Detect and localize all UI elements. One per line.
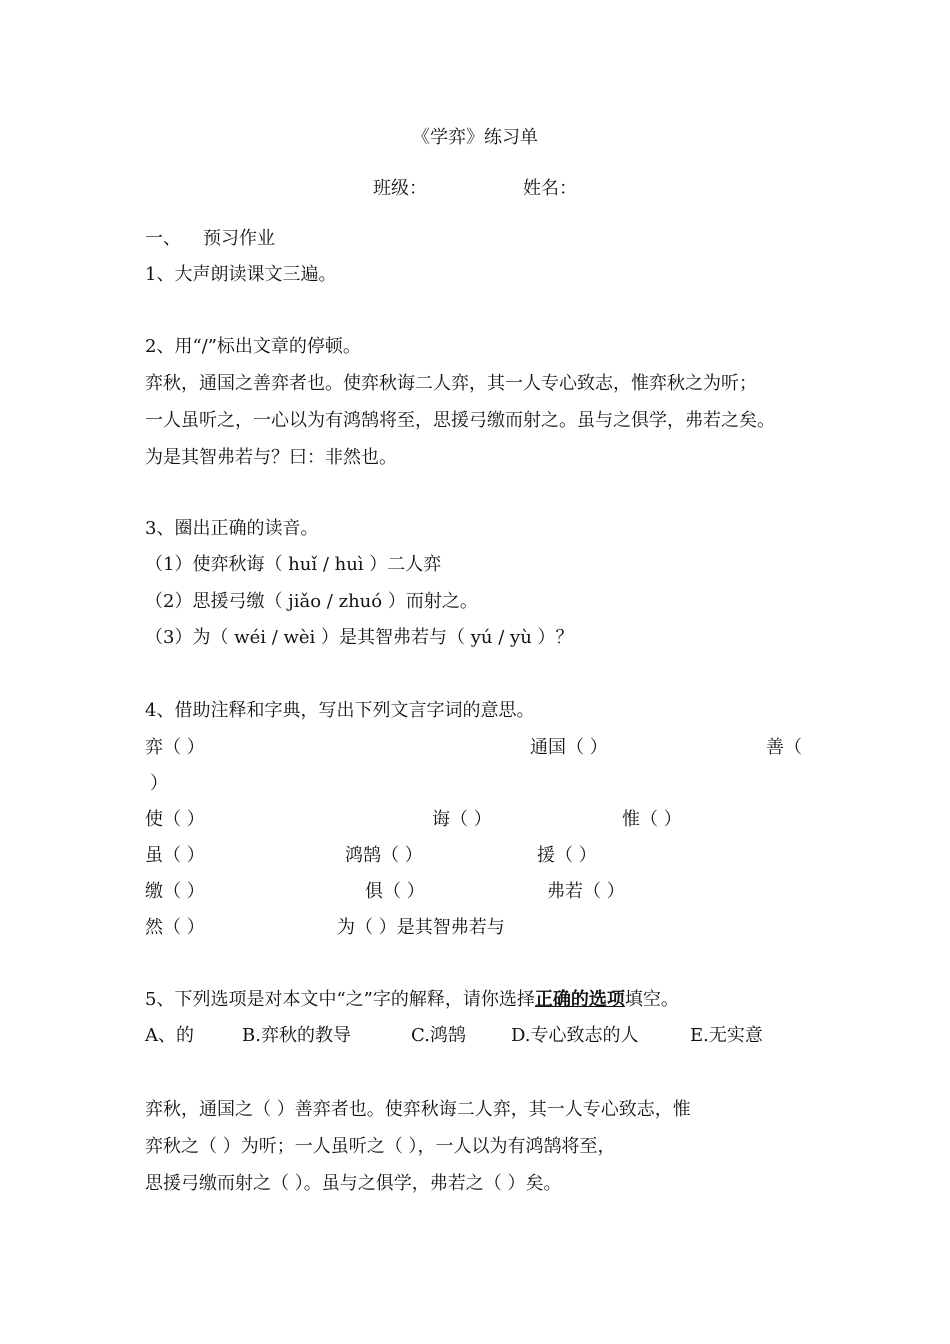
term-shan-close: ） (150, 773, 168, 794)
q5-prompt-emphasis: 正确的选项 (534, 989, 625, 1010)
term-yi: 弈（ ） (145, 737, 205, 758)
pronunciation-item-1: （1）使弈秋诲（ huǐ / huì ）二人弈 (145, 554, 442, 575)
term-hui: 诲（ ） (432, 809, 492, 830)
section-number: 一、 (145, 228, 181, 249)
pronunciation-item-2: （2）思援弓缴（ jiǎo / zhuó ）而射之。 (145, 591, 478, 612)
term-wei: 惟（ ） (622, 809, 682, 830)
pronunciation-item-3: （3）为（ wéi / wèi ）是其智弗若与（ yú / yù ）？ (145, 627, 574, 648)
passage-line-1: 弈秋，通国之善弈者也。使弈秋诲二人弈，其一人专心致志，惟弈秋之为听； (145, 373, 757, 394)
term-furuo: 弗若（ ） (547, 881, 625, 902)
question-4-prompt: 4、借助注释和字典，写出下列文言字词的意思。 (145, 700, 535, 721)
question-5-prompt (145, 988, 679, 1012)
term-ju: 俱（ ） (365, 881, 425, 902)
worksheet-title: 《学弈》练习单 (412, 127, 538, 148)
passage-line-2: 一人虽听之，一心以为有鸿鹄将至，思援弓缴而射之。虽与之俱学，弗若之矣。 (145, 410, 775, 431)
question-3-prompt: 3、圈出正确的读音。 (145, 518, 319, 539)
option-c: C.鸿鹄 (411, 1025, 466, 1046)
fill-line-3: 思援弓缴而射之（ ）。虽与之俱学，弗若之（ ）矣。 (145, 1173, 562, 1194)
term-wei-is: 为（ ）是其智弗若与 (337, 917, 505, 938)
term-zhuo: 缴（ ） (145, 881, 205, 902)
term-shi: 使（ ） (145, 809, 205, 830)
option-a: A、的 (145, 1025, 194, 1046)
option-e: E.无实意 (690, 1025, 763, 1046)
class-name-line (0, 177, 950, 201)
question-2-prompt: 2、用“/”标出文章的停顿。 (145, 336, 361, 357)
term-honghu: 鸿鹄（ ） (345, 845, 423, 866)
name-label: 姓名： (523, 178, 577, 199)
q5-prompt-after: 填空。 (624, 989, 679, 1010)
passage-line-3: 为是其智弗若与？曰：非然也。 (145, 447, 397, 468)
class-label: 班级： (373, 178, 427, 199)
term-sui: 虽（ ） (145, 845, 205, 866)
term-shan: 善（ (766, 737, 802, 758)
option-d: D.专心致志的人 (511, 1025, 639, 1046)
question-1: 1、大声朗读课文三遍。 (145, 264, 337, 285)
term-tongguo: 通国（ ） (530, 737, 608, 758)
fill-line-1: 弈秋，通国之（ ）善弈者也。使弈秋诲二人弈，其一人专心致志，惟 (145, 1099, 691, 1120)
section-heading: 预习作业 (203, 228, 275, 249)
option-b: B.弈秋的教导 (242, 1025, 351, 1046)
q5-prompt-before: 5、下列选项是对本文中“之”字的解释，请你选择 (145, 989, 535, 1010)
term-ran: 然（ ） (145, 917, 205, 938)
fill-line-2: 弈秋之（ ）为听；一人虽听之（ ），一人以为有鸿鹄将至， (145, 1136, 616, 1157)
term-yuan: 援（ ） (537, 845, 597, 866)
